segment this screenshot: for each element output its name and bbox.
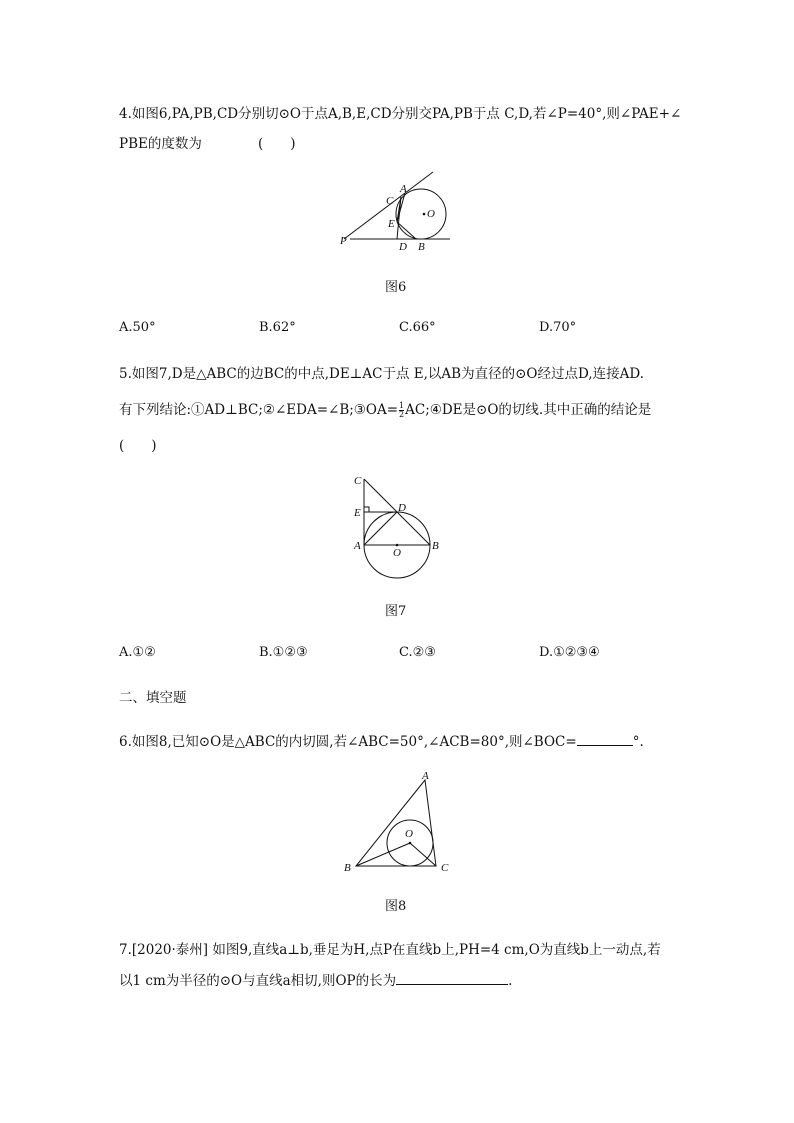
q5-line2-part2: AC;④DE是⊙O的切线.其中正确的结论是 [405, 402, 652, 418]
q4-option-b: B.62° [259, 320, 296, 335]
fig8-label-a: A [422, 770, 429, 782]
q4-option-a: A.50° [119, 320, 156, 335]
q5-option-d: D.①②③④ [539, 645, 600, 660]
fig7-caption: 图7 [385, 604, 407, 619]
fig6-label-d: D [399, 241, 407, 253]
fig7-label-o: O [393, 547, 401, 559]
section-title: 二、填空题 [119, 690, 187, 706]
fig7-label-c: C [354, 475, 362, 487]
fig6-label-c: C [386, 195, 394, 207]
q7-line2-part1: 以1 cm为半径的⊙O与直线a相切,则OP的长为 [119, 973, 397, 989]
fig6-label-e: E [388, 218, 395, 230]
q4-option-d: D.70° [539, 320, 577, 335]
q4-option-c: C.66° [399, 320, 436, 335]
q5-frac-den: 2 [399, 410, 405, 419]
fig8-line-bo [356, 843, 410, 866]
fig8-caption: 图8 [385, 899, 407, 914]
fig7-label-e: E [354, 507, 361, 519]
q6-line1-part2: °. [632, 734, 644, 750]
fig7-label-a: A [354, 540, 361, 552]
fig8-label-c: C [441, 862, 449, 874]
q5-option-c: C.②③ [399, 645, 436, 660]
q5-text-line3: ( ) [119, 438, 157, 454]
q4-text-line2: PBE的度数为 [119, 136, 202, 152]
fig6-label-o: O [427, 208, 435, 220]
q7-answer-blank[interactable] [396, 970, 508, 985]
q4-answer-paren: ( ) [258, 136, 296, 152]
fig8-triangle [356, 780, 436, 866]
q5-line2-part1: 有下列结论:①AD⊥BC;②∠EDA=∠B;③OA= [119, 402, 399, 418]
fig6-label-b: B [418, 241, 425, 253]
q5-option-a: A.①② [119, 645, 156, 660]
fig8-label-b: B [344, 862, 351, 874]
q7-text-line1: 7.[2020·泰州] 如图9,直线a⊥b,垂足为H,点P在直线b上,PH=4 cm,O为直线b上一动点,若 [119, 942, 661, 958]
q7-line2-part2: . [508, 973, 513, 989]
q7-text-line2 [119, 970, 512, 991]
fig6-label-p: P [340, 235, 347, 247]
fig6-caption: 图6 [385, 280, 407, 295]
fig8-label-o: O [405, 828, 413, 840]
fig7-label-b: B [432, 540, 439, 552]
fig8-center-dot [409, 842, 412, 845]
fig7-label-d: D [398, 502, 406, 514]
q5-option-b: B.①②③ [259, 645, 308, 660]
q5-frac-num: 1 [399, 401, 405, 410]
q6-line1-part1: 6.如图8,已知⊙O是△ABC的内切圆,若∠ABC=50°,∠ACB=80°,则∠BOC= [119, 734, 577, 750]
fig6-label-a: A [400, 183, 407, 195]
q4-text-line1: 4.如图6,PA,PB,CD分别切⊙O于点A,B,E,CD分别交PA,PB于点 C,D,若∠P=40°,则∠PAE+∠ [119, 106, 682, 122]
q5-text-line1: 5.如图7,D是△ABC的边BC的中点,DE⊥AC于点 E,以AB为直径的⊙O经过点D,连接AD. [119, 366, 644, 382]
